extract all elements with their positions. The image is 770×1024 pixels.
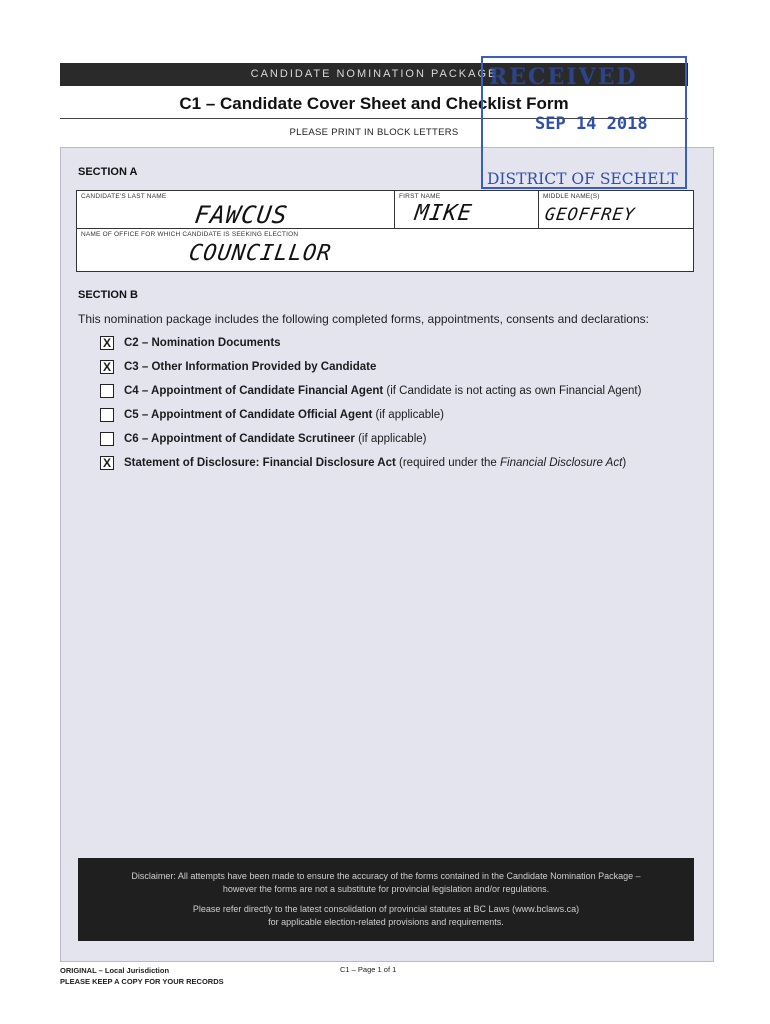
middle-name-value: GEOFFREY: [543, 205, 637, 225]
package-banner: CANDIDATE NOMINATION PACKAGE: [60, 63, 688, 86]
section-a-heading: SECTION A: [78, 166, 138, 178]
candidate-name-grid: [76, 190, 694, 272]
checklist-item-label: C2 – Nomination Documents: [124, 337, 281, 349]
last-name-cell[interactable]: [77, 191, 395, 229]
checkbox[interactable]: [100, 384, 114, 398]
print-instruction: PLEASE PRINT IN BLOCK LETTERS: [289, 127, 459, 138]
checkbox[interactable]: X: [100, 336, 114, 350]
checklist-item: [100, 431, 426, 447]
footer-keep-copy: PLEASE KEEP A COPY FOR YOUR RECORDS: [60, 977, 224, 986]
disclaimer-line-2: however the forms are not a substitute for provincial legislation and/or regulations.: [222, 884, 550, 894]
checkbox[interactable]: [100, 408, 114, 422]
last-name-value: FAWCUS: [193, 201, 290, 229]
disclaimer-line-3: Please refer directly to the latest consolidation of provincial statutes at BC Laws (www.bclaws.ca): [192, 904, 580, 914]
form-title: C1 – Candidate Cover Sheet and Checklist Form: [179, 94, 569, 113]
checkbox[interactable]: X: [100, 456, 114, 470]
section-b-heading: SECTION B: [78, 289, 138, 301]
stamp-date: SEP 14 2018: [535, 114, 648, 134]
checklist-item-label: Statement of Disclosure: Financial Disclosure Act (required under the Financial Disclosure Act): [124, 457, 627, 469]
disclaimer-box: [78, 858, 694, 941]
first-name-value: MIKE: [413, 201, 474, 226]
checkbox[interactable]: [100, 432, 114, 446]
footer-records: [60, 965, 224, 987]
stamp-received-text: RECEIVED: [489, 64, 638, 90]
checklist-item-label: C3 – Other Information Provided by Candidate: [124, 361, 377, 373]
stamp-district: DISTRICT OF SECHELT: [487, 170, 678, 188]
office-label: NAME OF OFFICE FOR WHICH CANDIDATE IS SEEKING ELECTION: [81, 231, 299, 238]
section-b-intro: This nomination package includes the following completed forms, appointments, consents and declarations:: [78, 312, 649, 326]
office-cell[interactable]: [77, 229, 693, 271]
footer-original: ORIGINAL – Local Jurisdiction: [60, 966, 170, 975]
disclaimer-line-4: for applicable election-related provisions and requirements.: [268, 917, 504, 927]
checklist-item-label: C5 – Appointment of Candidate Official Agent (if applicable): [124, 409, 444, 421]
last-name-label: CANDIDATE'S LAST NAME: [81, 193, 167, 200]
first-name-cell[interactable]: [395, 191, 539, 229]
checklist-item: [100, 335, 281, 351]
first-name-label: FIRST NAME: [399, 193, 441, 200]
disclaimer-line-1: Disclaimer: All attempts have been made to ensure the accuracy of the forms contained in the Candidate Nomination Package –: [131, 871, 641, 881]
middle-name-label: MIDDLE NAME(S): [543, 193, 600, 200]
received-stamp: [481, 56, 687, 189]
checklist-item-label: C6 – Appointment of Candidate Scrutineer (if applicable): [124, 433, 427, 445]
checklist-item: [100, 455, 626, 471]
footer-page-number: C1 – Page 1 of 1: [340, 965, 397, 974]
checklist-item-label: C4 – Appointment of Candidate Financial Agent (if Candidate is not acting as own Financial Agent): [124, 385, 642, 397]
middle-name-cell[interactable]: [539, 191, 693, 229]
checkbox[interactable]: X: [100, 360, 114, 374]
checklist-item: [100, 359, 376, 375]
checklist-item: [100, 407, 444, 423]
office-value: COUNCILLOR: [187, 241, 334, 266]
checklist-item: [100, 383, 641, 399]
